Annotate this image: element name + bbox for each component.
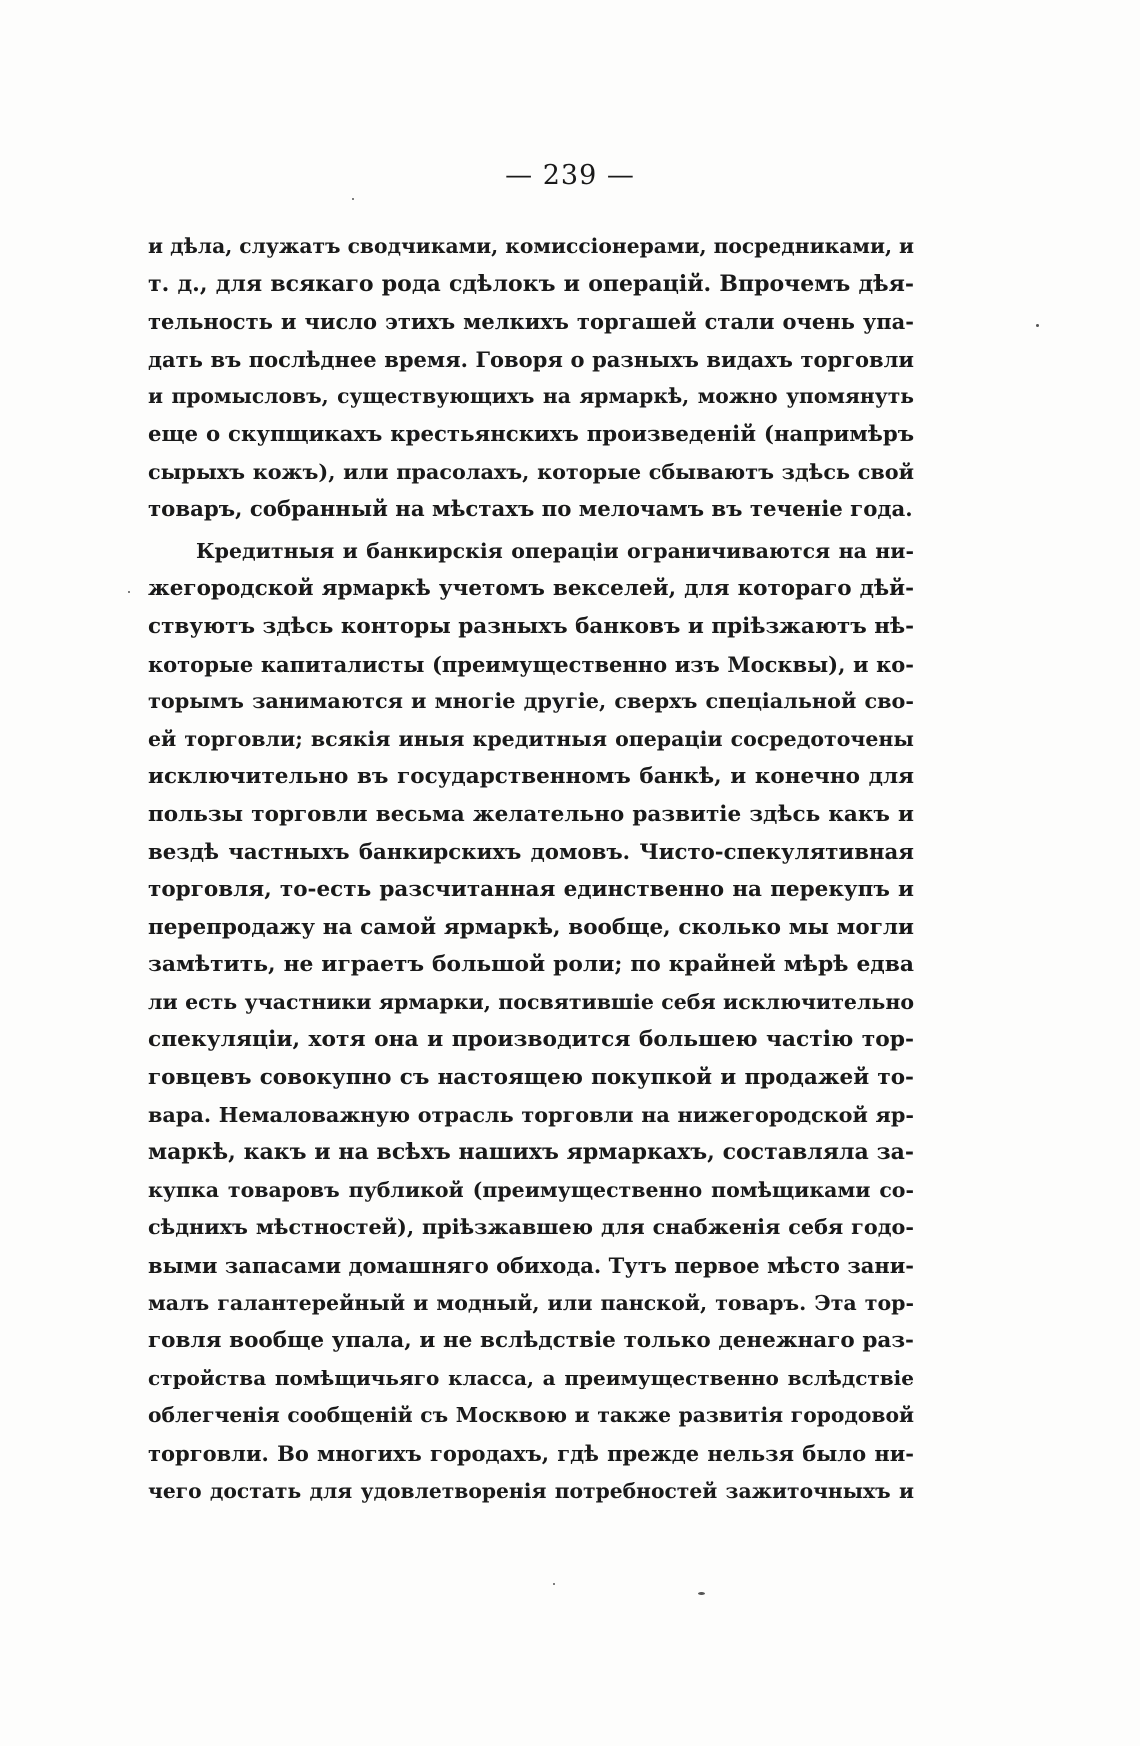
text-line: малъ галантерейный и модный, или панской, товаръ. Эта тор- bbox=[148, 1290, 914, 1315]
text-line: купка товаровъ публикой (преимущественно помѣщиками со- bbox=[148, 1177, 914, 1202]
paragraph-1 bbox=[148, 228, 914, 529]
text-line: ствуютъ здѣсь конторы разныхъ банковъ и пріѣзжаютъ нѣ- bbox=[148, 613, 914, 639]
text-line: ей торговли; всякія иныя кредитныя операціи сосредоточены bbox=[148, 726, 914, 751]
body-text bbox=[148, 228, 914, 1510]
text-line: перепродажу на самой ярмаркѣ, вообще, сколько мы могли bbox=[148, 914, 914, 940]
text-line: стройства помѣщичьяго класса, а преимущественно вслѣдствіе bbox=[148, 1365, 914, 1390]
text-line: вара. Немаловажную отрасль торговли на нижегородской яр- bbox=[148, 1102, 914, 1127]
text-line: Кредитныя и банкирскія операціи ограничиваются на ни- bbox=[196, 538, 914, 563]
scan-speck bbox=[352, 198, 354, 200]
text-line: спекуляціи, хотя она и производится большею частію тор- bbox=[148, 1027, 914, 1053]
text-line: говля вообще упала, и не вслѣдствіе только денежнаго раз- bbox=[148, 1328, 914, 1354]
text-line: и дѣла, служатъ сводчиками, комиссіонерами, посредниками, и bbox=[148, 234, 915, 258]
text-line: ли есть участники ярмарки, посвятившіе себя исключительно bbox=[148, 989, 914, 1014]
paragraph-2 bbox=[148, 533, 914, 1510]
text-line: исключительно въ государственномъ банкѣ, и конечно для bbox=[148, 764, 914, 790]
scan-speck bbox=[1036, 324, 1039, 327]
text-line: чего достать для удовлетворенія потребностей зажиточныхъ и bbox=[148, 1478, 914, 1503]
text-line: т. д., для всякаго рода сдѣлокъ и операцій. Впрочемъ дѣя- bbox=[148, 270, 914, 297]
text-line: жегородской ярмаркѣ учетомъ векселей, для котораго дѣй- bbox=[148, 576, 914, 602]
text-line: пользы торговли весьма желательно развитіе здѣсь какъ и bbox=[148, 801, 914, 827]
text-line: говцевъ совокупно съ настоящею покупкой и продажей то- bbox=[148, 1065, 914, 1091]
page-number: — 239 — bbox=[505, 160, 635, 191]
text-line: торымъ занимаются и многіе другіе, сверхъ спеціальной сво- bbox=[148, 689, 914, 714]
text-line: еще о скупщикахъ крестьянскихъ произведеній (напримѣръ bbox=[148, 421, 914, 447]
scan-speck bbox=[553, 1583, 555, 1585]
text-line: вездѣ частныхъ банкирскихъ домовъ. Чисто-спекулятивная bbox=[148, 839, 914, 865]
scan-speck bbox=[128, 591, 130, 593]
text-line: замѣтить, не играетъ большой роли; по крайней мѣрѣ едва bbox=[148, 952, 914, 978]
text-line: сѣднихъ мѣстностей), пріѣзжавшею для снабженія себя годо- bbox=[148, 1215, 914, 1240]
text-line: сырыхъ кожъ), или прасолахъ, которые сбываютъ здѣсь свой bbox=[148, 459, 914, 484]
text-line: выми запасами домашняго обихода. Тутъ первое мѣсто зани- bbox=[148, 1253, 914, 1279]
text-line: торговля, то-есть разсчитанная единственно на перекупъ и bbox=[148, 877, 914, 903]
text-line: маркѣ, какъ и на всѣхъ нашихъ ярмаркахъ, составляла за- bbox=[148, 1139, 914, 1166]
text-line: облегченія сообщеній съ Москвою и также развитія городовой bbox=[148, 1403, 914, 1428]
scan-speck bbox=[698, 1592, 705, 1595]
text-line: тельность и число этихъ мелкихъ торгашей стали очень упа- bbox=[148, 309, 914, 335]
text-line: которые капиталисты (преимущественно изъ Москвы), и ко- bbox=[148, 651, 914, 677]
text-line: и промысловъ, существующихъ на ярмаркѣ, можно упомянуть bbox=[148, 384, 914, 409]
text-line: товаръ, собранный на мѣстахъ по мелочамъ въ теченіе года. bbox=[148, 497, 913, 523]
text-line: дать въ послѣднее время. Говоря о разныхъ видахъ торговли bbox=[148, 346, 914, 372]
text-line: торговли. Во многихъ городахъ, гдѣ прежде нельзя было ни- bbox=[148, 1441, 914, 1466]
